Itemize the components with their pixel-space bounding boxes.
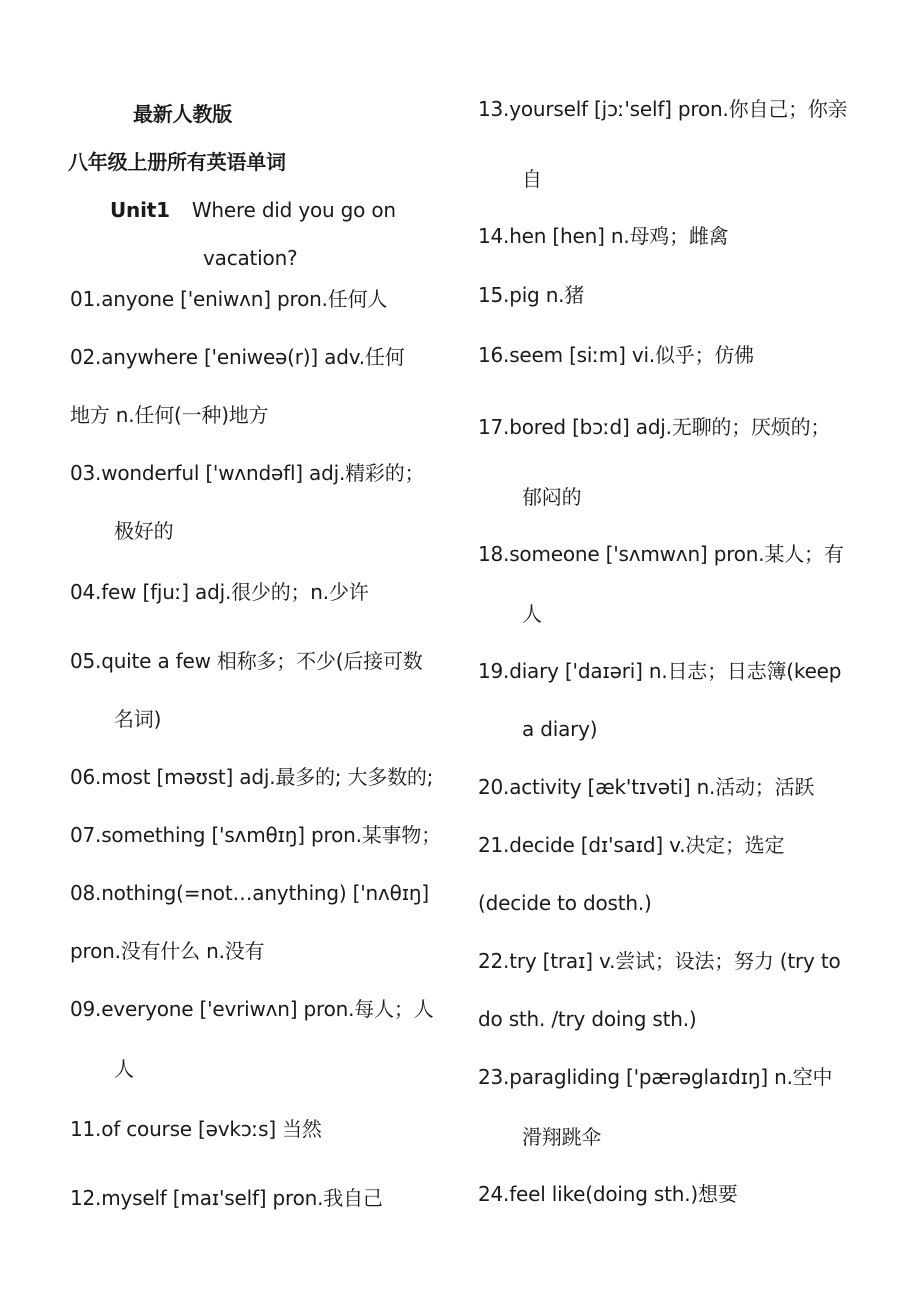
vocab-line: pron.没有什么 n.没有 [70,939,265,963]
vocab-line: 极好的 [114,519,174,543]
vocab-line: 18.someone ['sʌmwʌn] pron.某人；有 [478,542,844,566]
vocab-line: 21.decide [dɪ'saɪd] v.决定；选定 [478,833,785,857]
vocab-line: 14.hen [hen] n.母鸡；雌禽 [478,224,729,248]
vocab-line: 名词) [114,707,162,731]
vocab-line: 09.everyone ['evriwʌn] pron.每人；人 [70,997,434,1021]
vocab-line: a diary) [522,717,598,741]
vocab-line: 郁闷的 [522,485,582,509]
vocab-line: do sth. /try doing sth.) [478,1007,697,1031]
vocab-line: 自 [522,167,542,191]
vocab-line: 24.feel like(doing sth.)想要 [478,1182,738,1206]
vocab-line: 滑翔跳伞 [522,1125,602,1149]
vocab-line: 06.most [məʊst] adj.最多的; 大多数的; [70,765,434,789]
vocab-line: 05.quite a few 相称多；不少(后接可数 [70,649,423,673]
vocab-line: 04.few [fjuː] adj.很少的；n.少许 [70,580,369,604]
unit-label: Unit1 [110,198,170,222]
vocab-line: 19.diary ['daɪəri] n.日志；日志簿(keep [478,659,842,683]
unit-topic: Where did you go on [191,198,396,222]
vocab-line: 01.anyone ['eniwʌn] pron.任何人 [70,287,388,311]
vocab-line: 地方 n.任何(一种)地方 [70,403,269,427]
vocab-line: 人 [114,1057,134,1081]
unit-title-line1 [110,197,396,223]
doc-title-2: 八年级上册所有英语单词 [68,150,286,174]
unit-title-line2: vacation? [203,246,298,270]
vocab-line: 07.something ['sʌmθɪŋ] pron.某事物； [70,823,441,847]
vocab-line: 人 [522,602,542,626]
vocab-line: 20.activity [æk'tɪvəti] n.活动；活跃 [478,775,815,799]
vocab-line: 16.seem [siːm] vi.似乎；仿佛 [478,343,754,367]
vocab-line: (decide to dosth.) [478,891,652,915]
vocab-line: 08.nothing(=not…anything) ['nʌθɪŋ] [70,881,430,905]
vocab-line: 02.anywhere ['eniweə(r)] adv.任何 [70,345,405,369]
vocab-line: 12.myself [maɪ'self] pron.我自己 [70,1186,383,1210]
vocab-line: 23.paragliding ['pærəglaɪdɪŋ] n.空中 [478,1065,833,1089]
vocab-line: 22.try [traɪ] v.尝试；设法；努力 (try to [478,949,841,973]
vocab-line: 15.pig n.猪 [478,283,585,307]
vocab-line: 11.of course [əvkɔːs] 当然 [70,1117,322,1141]
vocab-line: 17.bored [bɔːd] adj.无聊的；厌烦的； [478,415,831,439]
vocab-line: 03.wonderful ['wʌndəfl] adj.精彩的； [70,461,425,485]
vocab-line: 13.yourself [jɔː'self] pron.你自己；你亲 [478,97,848,121]
doc-title-1: 最新人教版 [133,102,232,126]
